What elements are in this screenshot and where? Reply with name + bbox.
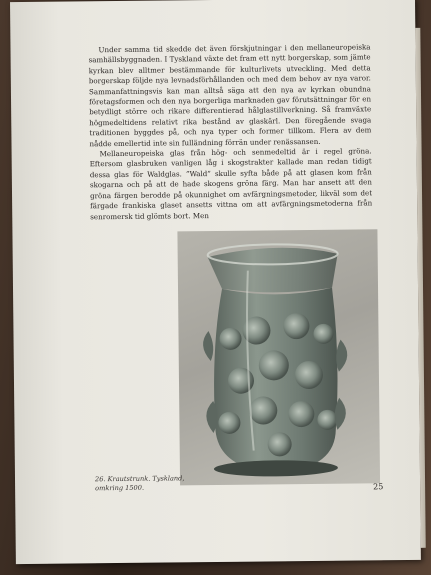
book-page [10, 0, 421, 564]
paragraph-1: Under samma tid skedde det även förskjutningar i den mellaneuropeiska samhällsbyggnaden. I Tyskland växte det fram ett nytt borgerskap, som jämte kyrkan blev alltmer bestämmande för kulturlivets utveckling. Med detta borgerskap följde nya levnadsförhållanden och med dem behov av nya varor. Sammanfattningsvis kan man alltså säga att den nya av kyrkan obundna företagsformen och den nya borgerliga marknaden gav förutsättningar för en betydligt större och rikare differentierad hålglastillverkning. Så framväxte högmedeltidens relativt rika bestånd av glaskärl. Den föregående svaga traditionen byggdes på, och nya typer och former tillkom. Flera av dem nådde emellertid inte sin fulländning förrän under renässansen. [88, 42, 372, 148]
krautstrunk-glass-image [177, 229, 380, 485]
body-text [88, 42, 372, 222]
page-number: 25 [373, 482, 384, 492]
figure-caption: 26. Krautstrunk. Tyskland, omkring 1500. [94, 474, 185, 493]
paragraph-2: Mellaneuropeiska glas från hög- och senmedeltid är i regel gröna. Eftersom glasbruken vanligen låg i skogstrakter kallade man redan tidigt dessa glas för Waldglas. ”Wald” skulle syfta både på att glasen kom från skogarna och på att de hade skogens gröna färg. Man har ansett att den gröna färgen berodde på okunnighet om avfärgningsmetoder, likväl som det färgade frankiska glaset ansetts vittna om att avfärgningsmetoderna från senromersk tid glömts bort. Men [89, 146, 373, 221]
glass-beaker-photo [177, 229, 380, 485]
